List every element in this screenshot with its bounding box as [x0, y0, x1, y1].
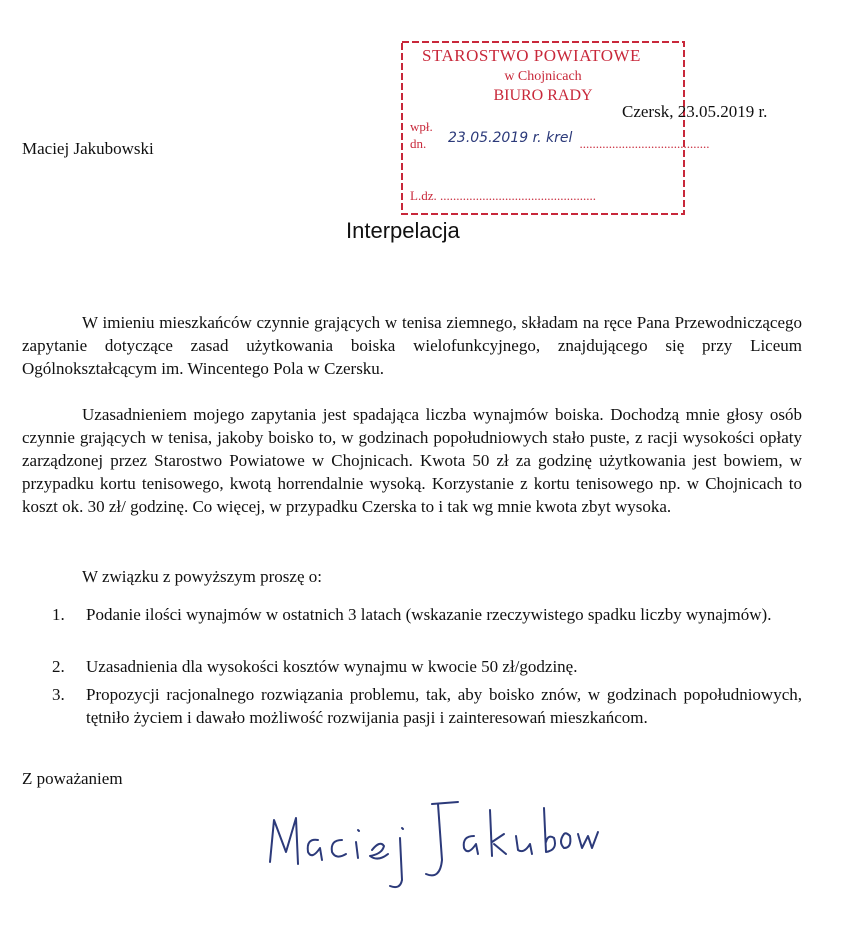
stamp-register-number — [410, 188, 596, 204]
stamp-department: BIURO RADY — [493, 87, 593, 104]
stamp-ldz-dots: ................................................ — [439, 188, 596, 203]
stamp-city: w Chojnicach — [504, 69, 582, 84]
request-text: Podanie ilości wynajmów w ostatnich 3 latach (wskazanie rzeczywistego spadku liczby wynajmów). — [86, 605, 772, 624]
stamp-office-name: STAROSTWO POWIATOWE — [422, 46, 641, 65]
stamp-dn-dots: ........................................ — [579, 136, 710, 151]
request-text: Propozycji racjonalnego rozwiązania problemu, tak, aby boisko znów, w godzinach popołudniowych, tętniło życiem i dawało możliwość rozwijania pasji i zainteresowań mieszkańcom. — [86, 685, 802, 727]
letter-date: Czersk, 23.05.2019 r. — [622, 102, 768, 121]
paragraph-intro: W imieniu mieszkańców czynnie grających w tenisa ziemnego, składam na ręce Pana Przewodniczącego zapytanie dotyczące zasad użytkowania boiska wielofunkcyjnego, znajdującego się przy Liceum Ogólnokształcącym im. Wincentego Pola w Czersku. — [22, 313, 802, 378]
request-list-item — [22, 683, 802, 729]
paragraph-justification: Uzasadnieniem mojego zapytania jest spadająca liczba wynajmów boiska. Dochodzą mnie głosy osób czynnie grających w tenisa, jakoby boisko to, w godzinach popołudniowych stało puste, z racji wysokości opłaty zarządzonej przez Starostwo Powiatowe w Chojnicach. Kwota 50 zł za godzinę użytkowania jest bowiem, w przypadku kortu tenisowego, kwotą horrendalnie wysoką. Korzystanie z kortu tenisowego np. w Chojnicach to koszt ok. 30 zł/ godzinę. Co więcej, w przypadku Czerska to i tak wg mnie kwota zbyt wysoka. — [22, 405, 802, 516]
letter-author: Maciej Jakubowski — [22, 139, 154, 158]
request-list-item — [22, 655, 802, 678]
handwritten-signature — [262, 790, 602, 900]
letter-title: Interpelacja — [346, 218, 460, 243]
closing-phrase: Z poważaniem — [22, 769, 123, 788]
request-list-item — [22, 603, 802, 626]
request-text: Uzasadnienia dla wysokości kosztów wynajmu w kwocie 50 zł/godzinę. — [86, 657, 578, 676]
request-number: 3. — [52, 685, 65, 704]
paragraph-request-intro: W związku z powyższym proszę o: — [82, 567, 322, 586]
stamp-received-label: wpł. — [410, 119, 433, 134]
stamp-dn-label: dn. — [410, 136, 427, 151]
stamp-ldz-label: L.dz. — [410, 188, 437, 203]
stamp-handwritten-date: 23.05.2019 r. krel — [448, 130, 573, 146]
request-number: 2. — [52, 657, 65, 676]
request-number: 1. — [52, 605, 65, 624]
